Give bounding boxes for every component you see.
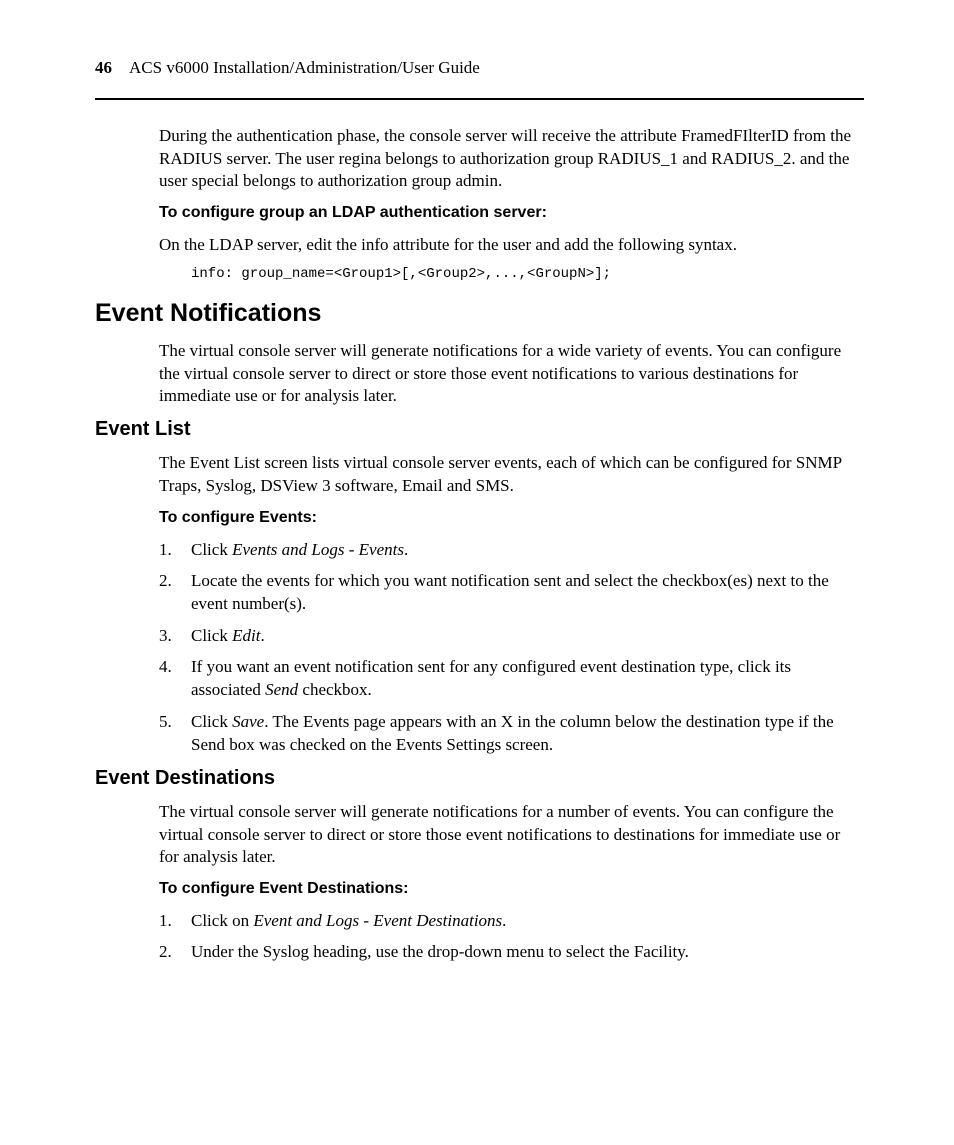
event-list-step <box>159 711 864 756</box>
step-number: 1. <box>159 911 172 930</box>
event-list-step <box>159 656 864 701</box>
event-notifications-heading: Event Notifications <box>95 299 322 327</box>
event-notifications-paragraph: The virtual console server will generate notifications for a wide variety of events. You can configure the virtual console server to direct or store those event notifications to various destinations for immediate use or for analysis later. <box>159 341 842 405</box>
event-destinations-step <box>159 910 864 933</box>
radius-intro-paragraph: During the authentication phase, the console server will receive the attribute FramedFIlterID from the RADIUS server. The user regina belongs to authorization group RADIUS_1 and RADIUS_2. and the user special belongs to authorization group admin. <box>159 126 852 190</box>
step-number: 1. <box>159 540 172 559</box>
step-text: Click Save. The Events page appears with an X in the column below the destination type if the Send box was checked on the Events Settings screen. <box>191 712 834 754</box>
event-list-paragraph: The Event List screen lists virtual console server events, each of which can be configured for SNMP Traps, Syslog, DSView 3 software, Email and SMS. <box>159 453 842 495</box>
page-number: 46 <box>95 58 112 77</box>
step-number: 5. <box>159 712 172 731</box>
step-number: 3. <box>159 626 172 645</box>
event-destinations-heading: Event Destinations <box>95 767 276 789</box>
event-list-step <box>159 539 864 562</box>
configure-event-destinations-heading: To configure Event Destinations: <box>159 880 409 897</box>
header-rule <box>95 98 864 100</box>
step-number: 2. <box>159 571 172 590</box>
running-header <box>95 58 480 78</box>
event-destinations-step <box>159 941 864 964</box>
step-number: 2. <box>159 942 172 961</box>
step-text: If you want an event notification sent for any configured event destination type, click its associated Send checkbox. <box>191 657 792 699</box>
step-text: Click on Event and Logs - Event Destinations. <box>191 911 507 930</box>
event-list-step <box>159 570 864 615</box>
ldap-procedure-heading: To configure group an LDAP authentication server: <box>159 204 547 221</box>
event-destinations-paragraph: The virtual console server will generate notifications for a number of events. You can configure the virtual console server to direct or store those event notifications to destinations for immediate use or for analysis later. <box>159 802 841 866</box>
step-ui-term: Edit <box>232 626 261 645</box>
step-text: Under the Syslog heading, use the drop-down menu to select the Facility. <box>191 942 689 961</box>
ldap-syntax-code: info: group_name=<Group1>[,<Group2>,...,<GroupN>]; <box>191 266 612 282</box>
step-number: 4. <box>159 657 172 676</box>
ldap-paragraph: On the LDAP server, edit the info attribute for the user and add the following syntax. <box>159 235 737 254</box>
step-ui-term: Send <box>265 679 299 699</box>
guide-title: ACS v6000 Installation/Administration/User Guide <box>129 58 480 77</box>
step-text: Locate the events for which you want notification sent and select the checkbox(es) next to the event number(s). <box>191 571 829 613</box>
step-ui-path: Event and Logs - Event Destinations <box>253 911 503 930</box>
step-ui-path: Events and Logs - Events <box>232 540 404 559</box>
event-list-step <box>159 625 864 648</box>
event-list-heading: Event List <box>95 418 191 440</box>
step-text: Click Events and Logs - Events. <box>191 540 409 559</box>
step-ui-term: Save <box>232 712 265 731</box>
configure-events-heading: To configure Events: <box>159 509 317 526</box>
step-text: Click Edit. <box>191 626 265 645</box>
